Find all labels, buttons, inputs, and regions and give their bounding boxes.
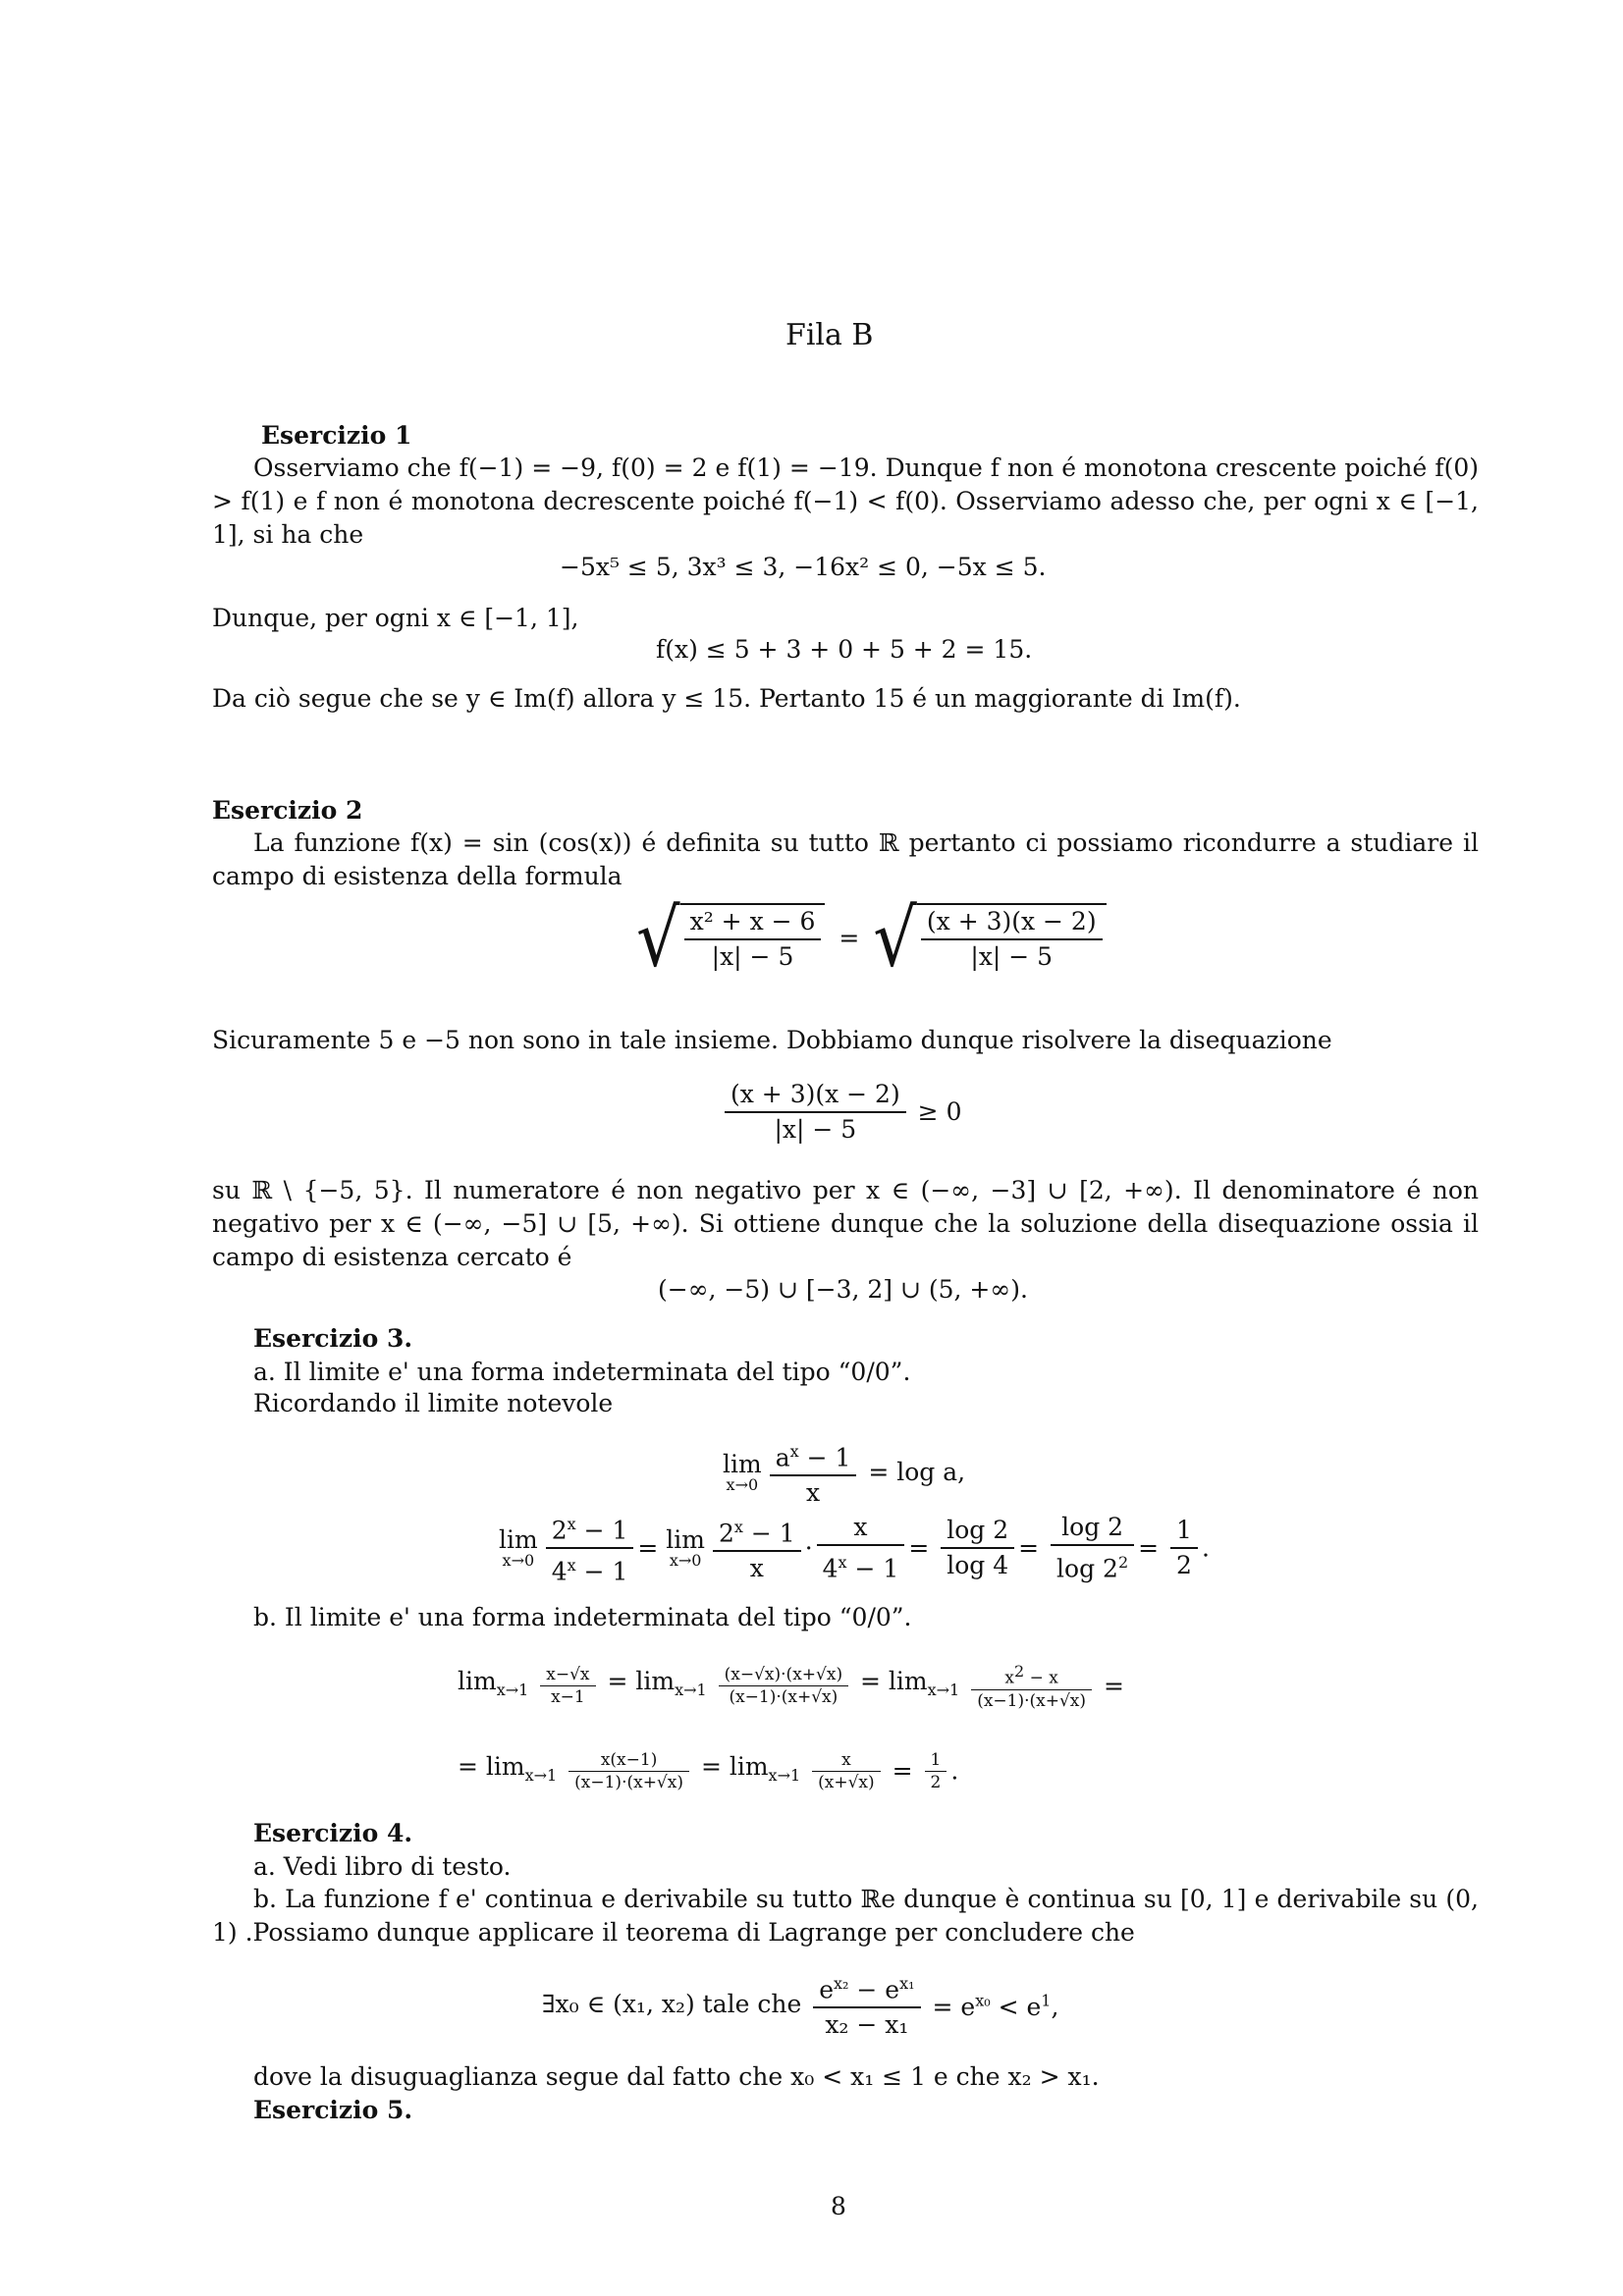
limit-b-line-1: $\lim_{x\to 1}$ $\frac{x-√x}{x-1}$ = $\lim_{x\to 1}$ $\frac{(x-√x)\cdot(x+√x)}{(x-1)\cdot(x+√x)}$ = $\lim_{x\to 1}$ $\frac{x^2 - x}{(x-1)\cdot(x+√x)}$ = — [458, 1662, 1124, 1711]
sqrt-right-numerator: (x + 3)(x − 2) — [921, 905, 1103, 940]
lagrange-formula: ∃x₀ ∈ (x₁, x₂) tale che $\frac{e^{x_2} - e^{x_1}}{\text{x₂ − x₁}}$ = $e^{x_0} < e^1$, — [542, 1967, 1058, 2042]
exercise-4b-text: b. La funzione f e' continua e derivabile su tutto ℝe dunque è continua su [0, 1] e derivabile su (0, 1) .Possiamo dunque applicare il teorema di Lagrange per concludere che — [212, 1885, 1479, 1947]
exercise-1-conclusion: Da ciò segue che se y ∈ Im(f) allora y ≤ 15. Pertanto 15 é un maggiorante di Im(f). — [212, 684, 1241, 713]
exercise-4-heading: Esercizio 4. — [253, 1819, 413, 1847]
inequality-denominator: |x| − 5 — [774, 1115, 857, 1144]
exercise-1-bound: f(x) ≤ 5 + 3 + 0 + 5 + 2 = 15. — [656, 635, 1033, 664]
exercise-4a-text: a. Vedi libro di testo. — [253, 1852, 512, 1881]
exercise-3-recall: Ricordando il limite notevole — [253, 1389, 614, 1417]
limit-a-computation: lim x→0 $\frac{2^x - 1}{4^x - 1}$ = lim x→0 $\frac{2^x - 1}{x}$ · $\frac{x}{4^x - 1}$ = $\frac{\log 2}{\log 4}$ = $\frac{\log 2}{\log 2^2}$ = $\frac{1}{2}$ . — [499, 1508, 1210, 1589]
sqrt-left-numerator: x² + x − 6 — [684, 905, 822, 940]
exercise-5-heading: Esercizio 5. — [253, 2096, 413, 2124]
exercise-3a-text: a. Il limite e' una forma indeterminata del tipo “0/0”. — [253, 1358, 911, 1386]
exercise-1-heading: Esercizio 1 — [261, 421, 412, 450]
inequality-numerator: (x + 3)(x − 2) — [725, 1078, 906, 1113]
page-title: Fila B — [785, 318, 874, 352]
exercise-4-final: dove la disuguaglianza segue dal fatto che x₀ < x₁ ≤ 1 e che x₂ > x₁. — [253, 2062, 1100, 2091]
exercise-1-inequalities: −5x⁵ ≤ 5, 3x³ ≤ 3, −16x² ≤ 0, −5x ≤ 5. — [560, 553, 1047, 581]
exercise-3-heading: Esercizio 3. — [253, 1324, 413, 1353]
exercise-2-text-3: su ℝ \ {−5, 5}. Il numeratore é non negativo per x ∈ (−∞, −3] ∪ [2, +∞). Il denominatore é non negativo per x ∈ (−∞, −5] ∪ [5, +∞). Si ottiene dunque che la soluzione della disequazione ossia il campo di esistenza cercato é — [212, 1176, 1479, 1271]
limit-b-line-2: = $\lim_{x\to 1}$ $\frac{x(x-1)}{(x-1)\cdot(x+√x)}$ = $\lim_{x\to 1}$ $\frac{x}{(x+√x)}$ = $\frac{1}{2}$ . — [458, 1750, 959, 1792]
sqrt-formula: √ $\frac{\text{x² + x − 6}}{|x| - 5}$ = √ $\frac{(x + 3)(x - 2)}{|x| - 5}$ — [636, 903, 1107, 974]
exercise-2-text-2: Sicuramente 5 e −5 non sono in tale insieme. Dobbiamo dunque risolvere la disequazione — [212, 1026, 1332, 1054]
sqrt-right-denominator: |x| − 5 — [970, 942, 1054, 971]
notable-limit: lim x→0 $\frac{a^x - 1}{x}$ = log a, — [723, 1435, 965, 1510]
exercise-2-result: (−∞, −5) ∪ [−3, 2] ∪ (5, +∞). — [658, 1275, 1028, 1304]
exercise-1-text-2: Dunque, per ogni x ∈ [−1, 1], — [212, 604, 579, 632]
lagrange-exists: ∃x₀ ∈ (x₁, x₂) tale che — [542, 1990, 802, 2019]
inequality-formula — [721, 1078, 961, 1147]
exercise-1-text: Osserviamo che f(−1) = −9, f(0) = 2 e f(1) = −19. Dunque f non é monotona crescente poiché f(0) > f(1) e f non é monotona decrescente poiché f(−1) < f(0). Osserviamo adesso che, per ogni x ∈ [−1, 1], si ha che — [212, 454, 1479, 549]
exercise-2-heading: Esercizio 2 — [212, 796, 363, 825]
exercise-2-text: La funzione f(x) = sin (cos(x)) é definita su tutto ℝ pertanto ci possiamo ricondurre a studiare il campo di esistenza della formula — [212, 828, 1479, 890]
exercise-3b-text: b. Il limite e' una forma indeterminata del tipo “0/0”. — [253, 1603, 912, 1631]
sqrt-left-denominator: |x| − 5 — [711, 942, 794, 971]
page-number: 8 — [831, 2192, 846, 2220]
inequality-rhs: ≥ 0 — [917, 1097, 962, 1126]
